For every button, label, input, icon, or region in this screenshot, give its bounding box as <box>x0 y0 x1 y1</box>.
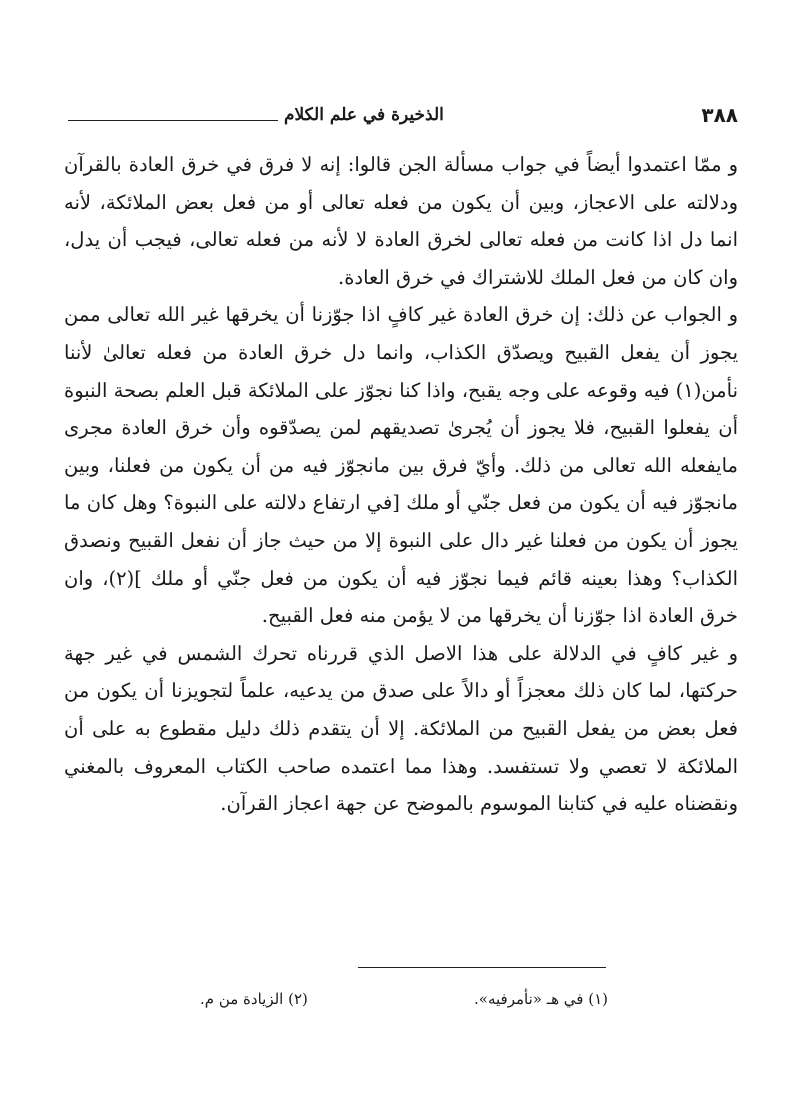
header-rule <box>68 120 278 121</box>
page-number: ٣٨٨ <box>701 103 738 127</box>
paragraph-2: و الجواب عن ذلك: إن خرق العادة غير كافٍ اذا جوّزنا أن يخرقها غير الله تعالى ممن يجوز أن يفعل القبيح ويصدّق الكذاب، وانما دل خرق العادة من فعله تعالىٰ لأننا نأمن(١) فيه وقوعه على وجه يقبح، واذا كنا نجوّز على الملائكة قبل العلم بصحة النبوة أن يفعلوا القبيح، فلا يجوز أن يُجرىٰ تصديقهم لمن يصدّقوه وأن خرق العادة مجرى مايفعله الله تعالى من ذلك. وأيّ فرق بين مانجوّز فيه من أن يكون من فعلنا، وبين مانجوّز فيه أن يكون من فعل جنّي أو ملك [في ارتفاع دلالته على النبوة؟ وهل كان ما يجوز أن يكون من فعلنا غير دال على النبوة إلا من حيث جاز أن نفعل القبيح ونصدق الكذاب؟ وهذا بعينه قائم فيما نجوّز فيه أن يكون من فعل جنّي أو ملك ](٢)، وان خرق العادة اذا جوّزنا أن يخرقها من لا يؤمن منه فعل القبيح. <box>64 303 738 628</box>
book-title: الذخيرة في علم الكلام <box>284 105 444 125</box>
footnotes <box>200 990 608 1008</box>
footnote-1: (١) في هـ «نأمرفيه». <box>474 990 608 1008</box>
running-head <box>62 98 738 132</box>
book-title-group <box>62 105 444 125</box>
paragraph-1: و ممّا اعتمدوا أيضاً في جواب مسألة الجن قالوا: إنه لا فرق في خرق العادة بالقرآن ودلالته على الاعجاز، وبين أن يكون من فعله تعالى أو من فعل بعض الملائكة، لأنه انما دل اذا كانت من فعله تعالى لخرق العادة لا لأنه من فعله تعالى، فيجب أن يدل، وان كان من فعل الملك للاشتراك في خرق العادة. <box>64 153 739 289</box>
body-text <box>64 146 738 823</box>
footnote-separator <box>358 967 606 968</box>
paragraph-3: و غير كافٍ في الدلالة على هذا الاصل الذي قررناه تحرك الشمس في غير جهة حركتها، لما كان ذلك معجزاً أو دالاً على صدق من يدعيه، علماً لتجويزنا أن يكون من فعل بعض من يفعل القبيح من الملائكة. إلا أن يتقدم ذلك دليل مقطوع به على أن الملائكة لا تعصي ولا تستفسد. وهذا مما اعتمده صاحب الكتاب المعروف بالمغني ونقضناه عليه في كتابنا الموسوم بالموضح عن جهة اعجاز القرآن. <box>64 641 738 816</box>
footnote-2: (٢) الزيادة من م. <box>200 990 308 1008</box>
